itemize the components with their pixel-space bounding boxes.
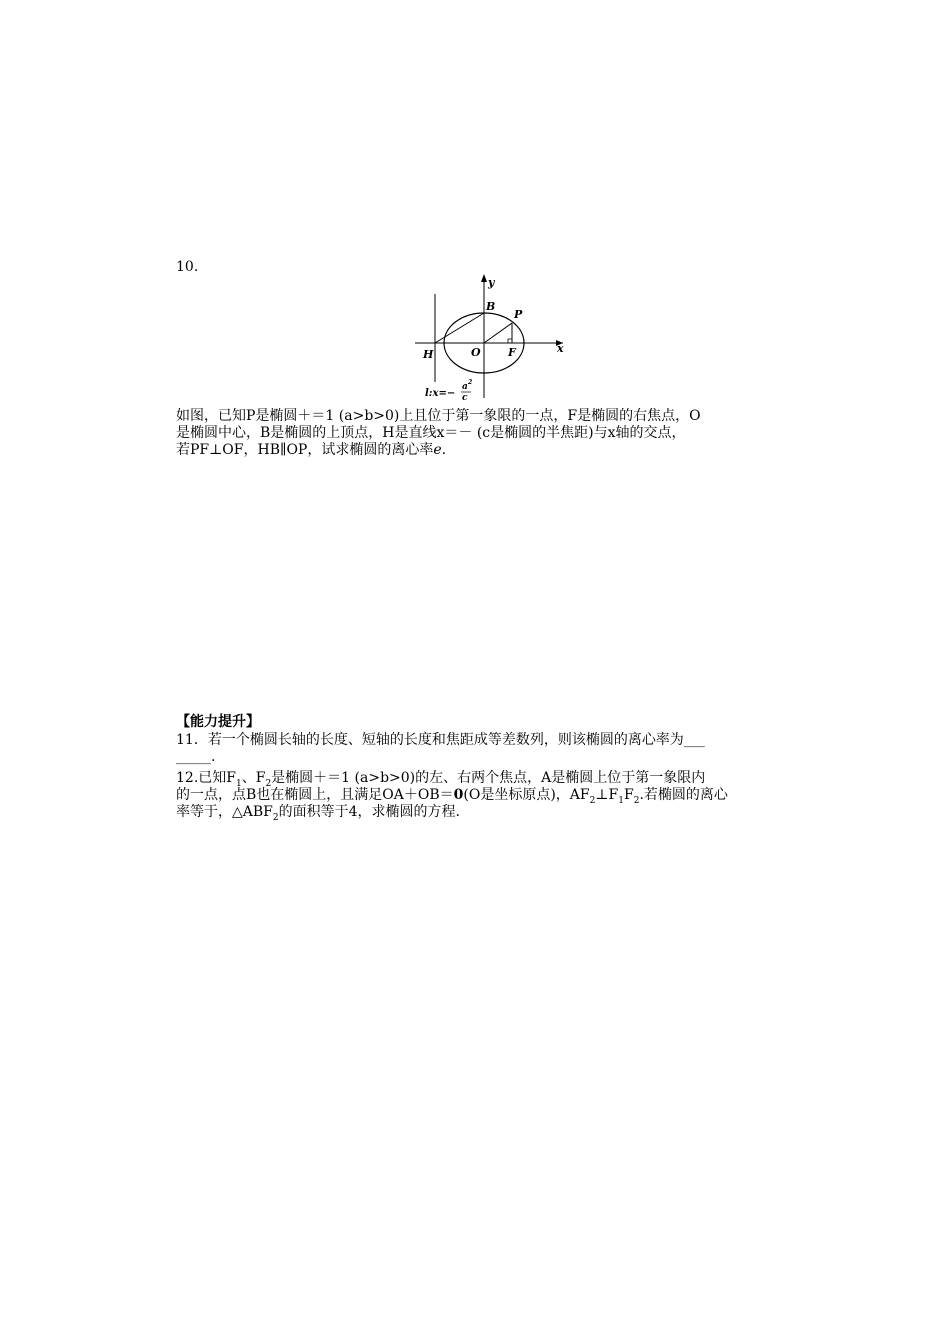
label-o: O (471, 346, 481, 359)
q12-l3-sub: 2 (272, 812, 279, 823)
question-12-line-3 (176, 804, 460, 826)
q12-l1-b: 、F (241, 770, 266, 786)
label-p: P (514, 308, 523, 321)
q12-l1-c: 是椭圆＋＝1 (a>b>0)的左、右两个焦点，A是椭圆上位于第一象限内 (271, 770, 706, 786)
y-axis-arrow (481, 274, 487, 282)
label-h: H (423, 348, 434, 361)
label-y: y (488, 276, 495, 289)
q12-l2-a: 的一点，点B也在椭圆上，且满足OA＋OB＝ (176, 787, 454, 803)
q12-l2-sub3: 2 (633, 795, 640, 806)
zero-vector: 0 (453, 787, 464, 803)
question-10-number: 10. (176, 259, 199, 275)
question-10-line-3-end: . (441, 442, 447, 458)
q12-l1-a: 12.已知F (176, 770, 236, 786)
q12-l3-a: 率等于，△ABF (176, 804, 273, 820)
label-f: F (508, 346, 516, 359)
ellipse-figure (415, 270, 575, 402)
eccentricity-variable: e (433, 442, 442, 458)
q12-l2-sub2: 1 (618, 795, 624, 806)
q12-l2-c: ⊥F (595, 787, 619, 803)
segment-hb (435, 313, 484, 343)
q12-l2-sub1: 2 (589, 795, 596, 806)
answer-blank-end: _____ (176, 749, 211, 765)
q12-l1-sub1: 1 (235, 778, 242, 789)
question-11-text: 11．若一个椭圆长轴的长度、短轴的长度和焦距成等差数列，则该椭圆的离心率为 (176, 732, 684, 748)
label-directrix: l:x=− (425, 388, 456, 399)
label-b: B (486, 300, 496, 313)
q12-l2-d: F (623, 787, 634, 803)
question-11-line-1 (176, 732, 705, 748)
question-10-line-3-text: 若PF⊥OF，HB∥OP，试求椭圆的离心率 (176, 442, 434, 458)
q12-l3-b: 的面积等于4，求椭圆的方程. (278, 804, 460, 820)
section-title: 【能力提升】 (176, 714, 260, 730)
q12-l2-b: (O是坐标原点)，AF (463, 787, 590, 803)
q12-l2-e: .若椭圆的离心 (639, 787, 728, 803)
label-c: c (462, 393, 468, 402)
ellipse-diagram (415, 270, 575, 402)
label-a: a (462, 382, 468, 392)
label-exponent: 2 (468, 379, 473, 386)
question-10-line-1: 如图，已知P是椭圆＋＝1 (a>b>0)上且位于第一象限的一点，F是椭圆的右焦点，O (176, 408, 701, 424)
question-11-end: . (211, 749, 216, 765)
question-11-line-2 (176, 749, 215, 765)
question-10-line-2: 是椭圆中心，B是椭圆的上顶点，H是直线x＝－ (c是椭圆的半焦距)与x轴的交点， (176, 425, 686, 441)
answer-blank-start: ___ (683, 732, 705, 748)
right-angle-mark (508, 339, 512, 343)
q12-l1-sub2: 2 (265, 778, 272, 789)
label-x: x (557, 342, 564, 355)
question-10-line-3 (176, 442, 446, 458)
